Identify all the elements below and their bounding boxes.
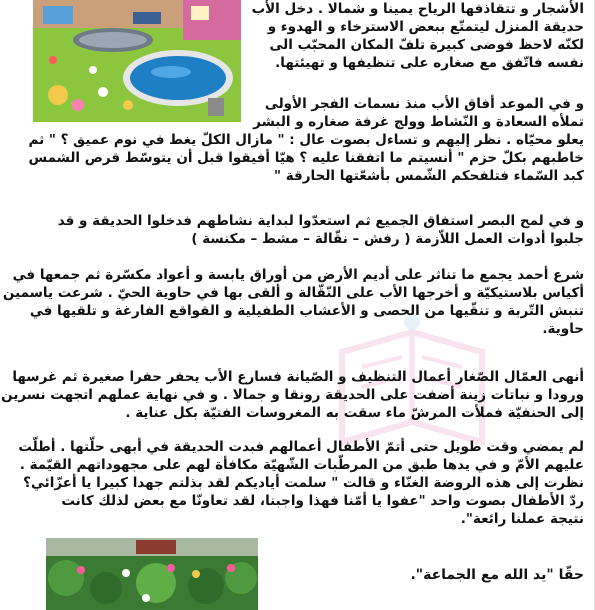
text-line: نظرت إلى هذه الروضة الغنّاء و قالت " سلمت أياديكم لقد بذلتم جهدا كبيرا يا أعزّائي؟: [23, 475, 584, 491]
text-line: إلى الحنفيّة فملأت المرشّ ماء سقت به المغروسات الفتيّة بكل عناية .: [125, 405, 584, 421]
text-line: ردّ الأطفال بصوت واحد "عفوا يا أمّنا فهذا واجبنا، لقد تعاونّا مع بعض لذلك كانت: [61, 493, 584, 509]
text-line: الأشجار و تتقاذفها الرياح يمينا و شمالا . دخل الأب: [251, 1, 584, 17]
text-line: كبد السّماء فتلفحكم الشّمس بأشعّتها الحارقة ": [274, 168, 584, 184]
paragraph-morning: [24, 95, 584, 185]
text-line: ورودا و نباتات زينة أضفت على الحديقة رونقا و جمالا . و في نهاية عملهم اتجهت نسرين: [1, 387, 584, 403]
flower-garden-photo: [46, 538, 258, 610]
paragraph-planting: [1, 368, 584, 422]
paragraph-cleaning: [2, 266, 584, 338]
text-line: و في الموعد أفاق الأب منذ نسمات الفجر الأولى: [264, 96, 584, 112]
text-line: جلبوا أدوات العمل اللاّزمة ( رفش – نقّالة – مشط – مكنسة ): [191, 231, 584, 247]
text-line: حاوية.: [542, 321, 584, 337]
text-line: شرع أحمد يجمع ما تناثر على أديم الأرض من أوراق يابسة و أعواد مكسّرة ثم جمعها في: [12, 267, 584, 283]
text-line: نتيجة عملنا رائعة".: [460, 511, 584, 527]
text-line: لكنّه لاحظ فوضى كبيرة تلفّ المكان المحبّب الى: [269, 37, 584, 53]
text-line: أنهى العمّال الصّغار أعمال التنظيف و الصّيانة فسارع الأب يحفر حفرا صغيرة ثم غرسها: [12, 369, 584, 385]
text-line: نفسه فاتّفق مع صغاره على تنظيفها و تهيئتها.: [275, 55, 584, 71]
text-line: يعلو محيّاه . نظر إليهم و تساءل بصوت عال : " مازال الكلّ يغط في نوم عميق ؟ " ثم: [28, 132, 584, 148]
closing-proverb: حقّا "يد الله مع الجماعة".: [410, 567, 584, 583]
text-line: أكياس بلاستيكيّة و أخرجها الأب على النّقّالة و ألقى بها في حاوية الحيّ . شرعت ياسمين: [2, 285, 584, 301]
text-line: تنبش التّربة و تنقّيها من الحصى و الأعشاب الطفيلية و القواقع الفارغة و تلقيها في: [29, 303, 584, 319]
paragraph-tools: [24, 212, 584, 248]
text-line: و في لمح البصر استفاق الجميع ثم استعدّوا لبداية نشاطهم فدخلوا الحديقة و قد: [57, 213, 584, 229]
paragraph-ending: [18, 438, 584, 528]
text-line: عليهم الأمّ و في يدها طبق من المرطّبات الشّهيّة مكافأة لهم على مجهوداتهم القيّمة .: [19, 457, 584, 473]
text-line: حديقة المنزل ليتمتّع ببعض الاسترخاء و الهدوء و: [267, 19, 584, 35]
paragraph-intro: [244, 0, 584, 72]
text-line: خاطبهم بكلّ حزم " أنسيتم ما اتفقنا عليه ؟ هيّا أفيقوا قبل أن يتوسّط قرص الشمس: [28, 150, 584, 166]
text-line: لم يمضي وقت طويل حتى أتمّ الأطفال أعمالهم فبدت الحديقة في أبهى حلّتها . أطلّت: [18, 439, 584, 455]
text-line: تملأه السعادة و النّشاط وولج غرفة صغاره و البشر: [253, 114, 584, 130]
